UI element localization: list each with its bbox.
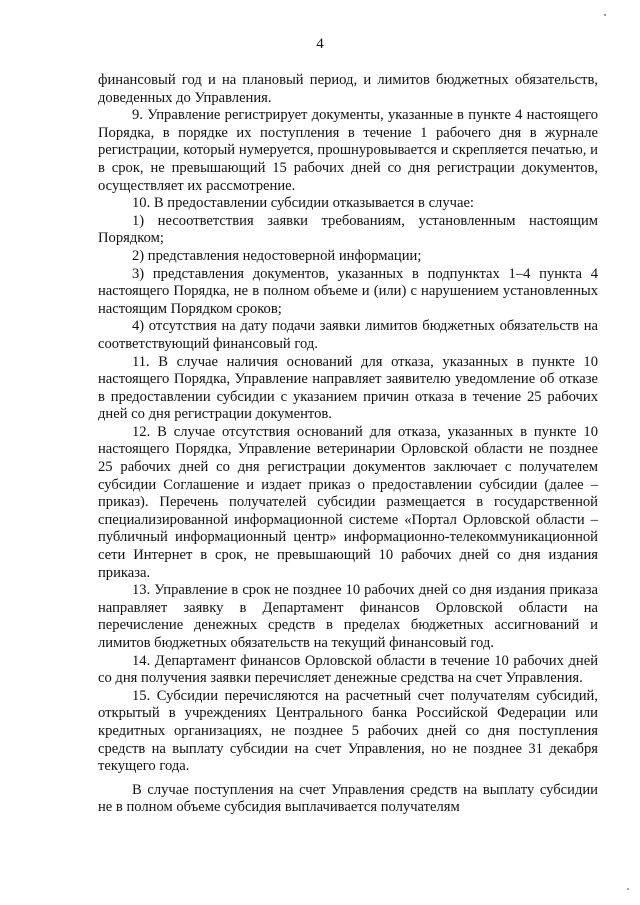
scan-mark	[627, 888, 629, 890]
document-body	[98, 72, 598, 817]
subparagraph-10-3: 3) представления документов, указанных в подпунктах 1–4 пункта 4 настоящего Порядка, не в полном объеме и (или) с нарушением установленных настоящим Порядком сроков;	[98, 265, 598, 317]
page-number: 4	[316, 36, 324, 52]
paragraph-item-9: 9. Управление регистрирует документы, указанные в пункте 4 настоящего Порядка, в порядке их поступления в течение 1 рабочего дня в журнале регистрации, который нумеруется, прошнуровывается и скрепляется печатью, и в срок, не превышающий 15 рабочих дней со дня регистрации документов, осуществляет их рассмотрение.	[98, 107, 598, 194]
paragraph-continuation: финансовый год и на плановый период, и лимитов бюджетных обязательств, доведенных до Управления.	[98, 72, 598, 106]
scan-mark	[604, 14, 606, 16]
paragraph-item-10: 10. В предоставлении субсидии отказывается в случае:	[132, 195, 474, 212]
subparagraph-10-2: 2) представления недостоверной информации;	[132, 247, 422, 264]
subparagraph-10-4: 4) отсутствия на дату подачи заявки лимитов бюджетных обязательств на соответствующий финансовый год.	[98, 318, 598, 352]
paragraph-item-12: 12. В случае отсутствия оснований для отказа, указанных в пункте 10 настоящего Порядка, Управление ветеринарии Орловской области не позднее 25 рабочих дней со дня регистрации документов заключает с получателем субсидии Соглашение и издает приказ о предоставлении субсидии (далее – приказ). Перечень получателей субсидии размещается в государственной специализированной информационной системе «Портал Орловской области – публичный информационный центр» информационно-телекоммуникационной сети Интернет в срок, не превышающий 10 рабочих дней со дня издания приказа.	[98, 423, 598, 581]
paragraph-item-11: 11. В случае наличия оснований для отказа, указанных в пункте 10 настоящего Порядка, Управление направляет заявителю уведомление об отказе в предоставлении субсидии с указанием причин отказа в течение 25 рабочих дней со дня регистрации документов.	[98, 353, 598, 423]
paragraph-item-15: 15. Субсидии перечисляются на расчетный счет получателям субсидий, открытый в учреждениях Центрального банка Российской Федерации или кредитных организациях, не позднее 5 рабочих дней со дня поступления средств на выплату субсидии на счет Управления, но не позднее 31 декабря текущего года.	[98, 687, 598, 775]
paragraph-item-14: 14. Департамент финансов Орловской области в течение 10 рабочих дней со дня получения заявки перечисляет денежные средства на счет Управления.	[98, 652, 598, 687]
paragraph-item-13: 13. Управление в срок не позднее 10 рабочих дней со дня издания приказа направляет заявку в Департамент финансов Орловской области на перечисление денежных средств в пределах бюджетных ассигнований и лимитов бюджетных обязательств на текущий финансовый год.	[98, 582, 598, 651]
paragraph-partial-payment: В случае поступления на счет Управления средств на выплату субсидии не в полном объеме субсидия выплачивается получателям	[98, 781, 598, 816]
subparagraph-10-1: 1) несоответствия заявки требованиям, установленным настоящим Порядком;	[98, 212, 598, 247]
